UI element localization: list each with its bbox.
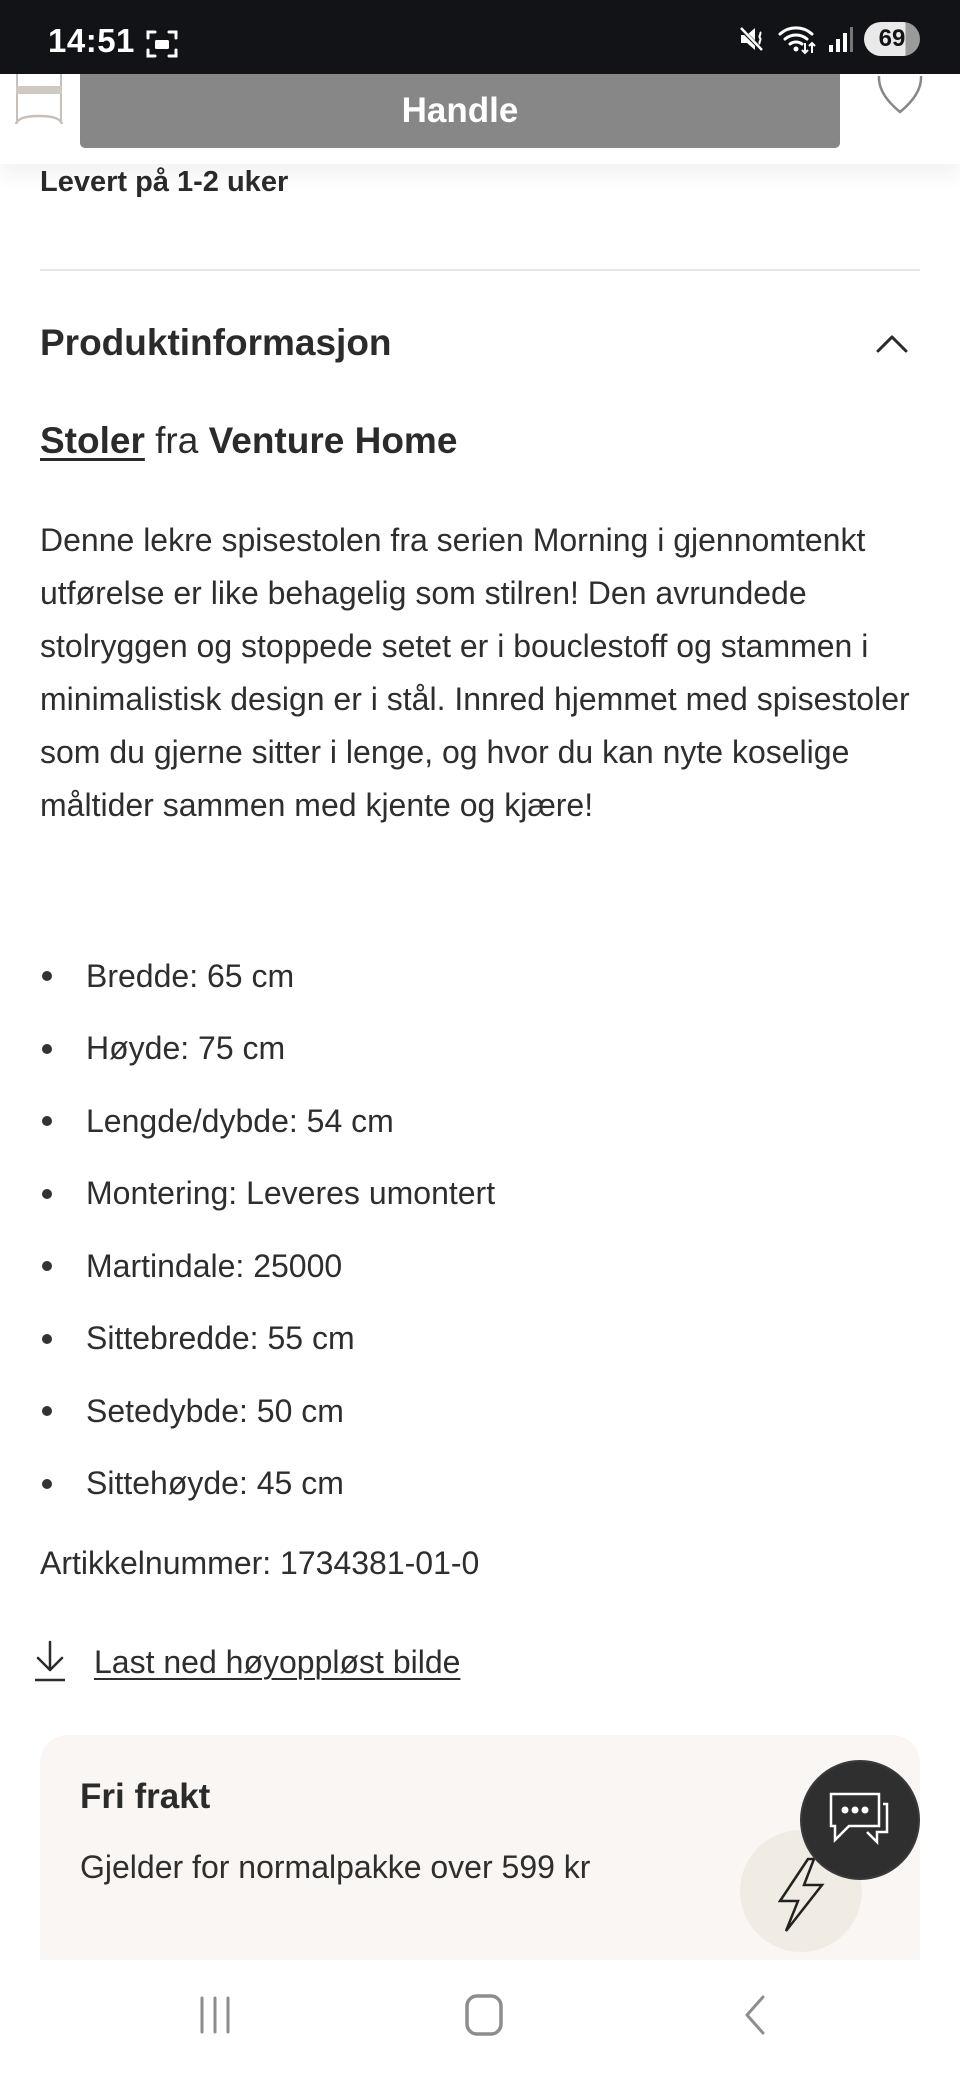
product-description: Denne lekre spisestolen fra serien Morning i gjennomtenkt utførelse er like behagelig som stilren! Den avrundede stolryggen og stoppede setet er i bouclestoff og stammen i minimalistisk design er i stål. Innred hjemmet med spisestoler som du gjerne sitter i lenge, og hvor du kan nyte koselige måltider sammen med kjente og kjære! bbox=[40, 522, 910, 823]
spec-text: Montering: Leveres umontert bbox=[86, 1175, 496, 1212]
bullet-icon bbox=[42, 1334, 52, 1344]
brand-name: Venture Home bbox=[208, 420, 458, 461]
battery-icon: 69 bbox=[864, 22, 920, 56]
bullet-icon bbox=[42, 1189, 52, 1199]
download-hires-link[interactable]: Last ned høyoppløst bilde bbox=[94, 1643, 461, 1680]
signal-icon bbox=[828, 25, 854, 53]
spec-text: Høyde: 75 cm bbox=[86, 1030, 286, 1067]
wifi-icon bbox=[778, 23, 818, 55]
shipping-text: Gjelder for normalpakke over 599 kr bbox=[80, 1849, 591, 1885]
shipping-title: Fri frakt bbox=[80, 1777, 211, 1816]
delivery-time: Levert på 1-2 uker bbox=[40, 166, 289, 198]
chevron-up-icon bbox=[874, 331, 910, 355]
download-image-row[interactable] bbox=[32, 1640, 460, 1684]
recents-icon bbox=[196, 1994, 236, 2036]
bullet-icon bbox=[42, 1479, 52, 1489]
back-button[interactable] bbox=[730, 1990, 778, 2040]
spec-text: Lengde/dybde: 54 cm bbox=[86, 1102, 394, 1139]
spec-text: Sittebredde: 55 cm bbox=[86, 1320, 355, 1357]
status-bar bbox=[0, 0, 960, 74]
bullet-icon bbox=[42, 971, 52, 981]
back-icon bbox=[739, 1993, 769, 2037]
spec-text: Setedybde: 50 cm bbox=[86, 1392, 344, 1429]
bullet-icon bbox=[42, 1261, 52, 1271]
heart-icon[interactable] bbox=[876, 74, 924, 116]
spec-item bbox=[40, 940, 920, 1013]
status-time: 14:51 bbox=[48, 22, 135, 59]
spec-item bbox=[40, 1448, 920, 1521]
screenshot-icon bbox=[146, 29, 178, 59]
article-number: Artikkelnummer: 1734381-01-0 bbox=[40, 1545, 480, 1581]
spec-text: Sittehøyde: 45 cm bbox=[86, 1465, 344, 1502]
chat-bubbles-icon bbox=[827, 1790, 893, 1850]
category-link[interactable]: Stoler bbox=[40, 420, 145, 461]
status-icons bbox=[738, 22, 920, 56]
free-shipping-card bbox=[40, 1735, 920, 1965]
chair-thumbnail[interactable] bbox=[14, 74, 64, 132]
spec-item bbox=[40, 1085, 920, 1158]
bullet-icon bbox=[42, 1116, 52, 1126]
buy-button-label: Handle bbox=[401, 91, 519, 130]
spec-item bbox=[40, 1013, 920, 1086]
system-nav-bar bbox=[0, 1960, 960, 2080]
bullet-icon bbox=[42, 1406, 52, 1416]
from-word: fra bbox=[155, 420, 199, 461]
mute-icon bbox=[738, 24, 768, 54]
download-icon bbox=[32, 1640, 68, 1684]
recents-button[interactable] bbox=[192, 1990, 240, 2040]
buy-button[interactable] bbox=[80, 74, 840, 148]
accordion-title: Produktinformasjon bbox=[40, 322, 392, 363]
spec-item bbox=[40, 1230, 920, 1303]
spec-item bbox=[40, 1158, 920, 1231]
bullet-icon bbox=[42, 1044, 52, 1054]
spec-list bbox=[40, 940, 920, 1520]
home-button[interactable] bbox=[460, 1990, 508, 2040]
spec-item bbox=[40, 1303, 920, 1376]
spec-text: Martindale: 25000 bbox=[86, 1247, 343, 1284]
lightning-icon bbox=[770, 1855, 830, 1935]
spec-text: Bredde: 65 cm bbox=[86, 957, 295, 994]
chat-button[interactable] bbox=[800, 1760, 920, 1880]
section-divider bbox=[40, 269, 920, 271]
home-icon bbox=[464, 1993, 504, 2037]
product-info-accordion-toggle[interactable] bbox=[40, 310, 920, 376]
spec-item bbox=[40, 1375, 920, 1448]
sticky-buy-bar bbox=[0, 74, 960, 164]
brand-line bbox=[40, 420, 457, 462]
